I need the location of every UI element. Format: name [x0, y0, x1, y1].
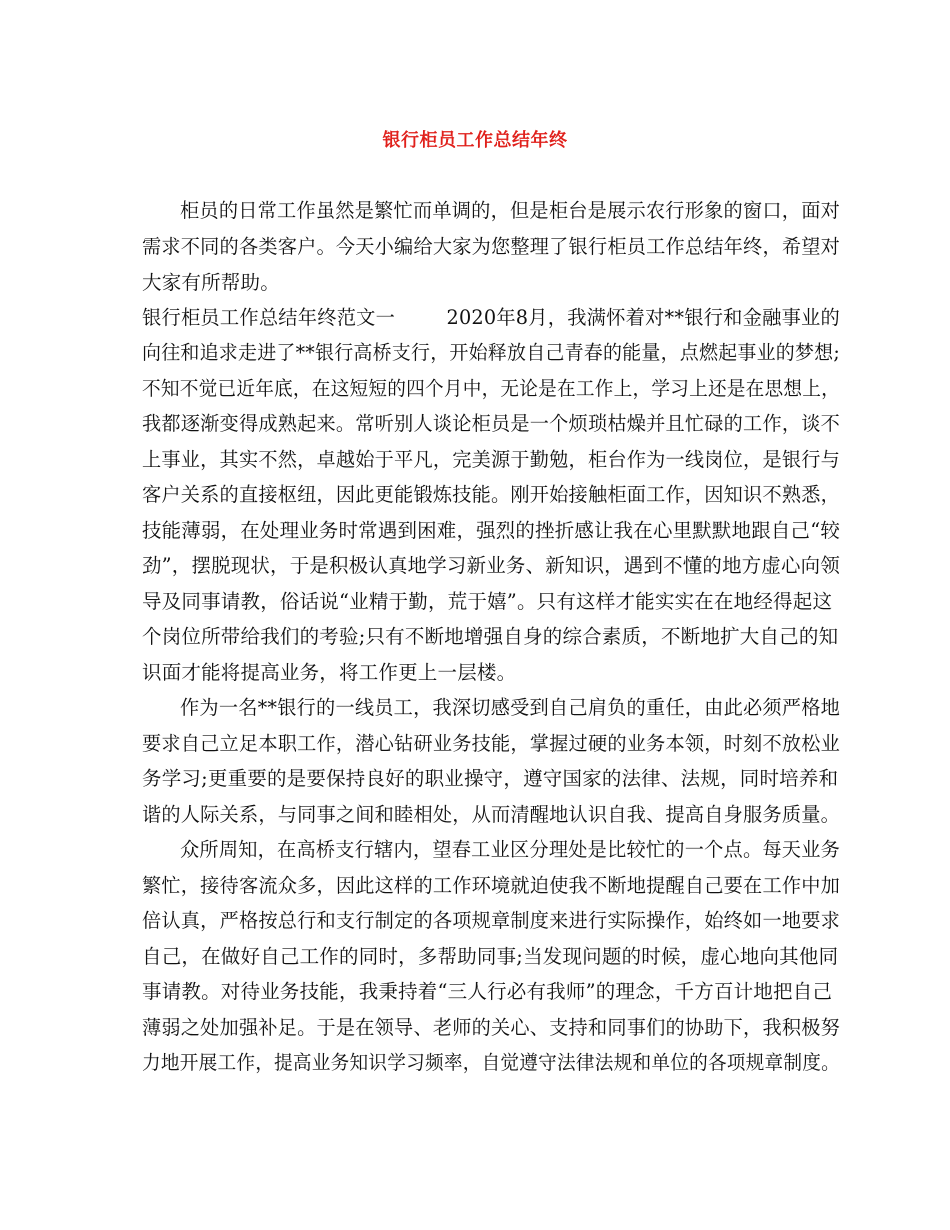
paragraph-line: 我都逐渐变得成熟起来。常听别人谈论柜员是一个烦琐枯燥并且忙碌的工作，谈不 [142, 412, 840, 435]
paragraph-line: 自己，在做好自己工作的同时，多帮助同事;当发现问题的时候，虚心地向其他同 [142, 945, 839, 968]
paragraph-line: 事请教。对待业务技能，我秉持着“三人行必有我师”的理念，千方百计地把自己 [142, 980, 833, 1003]
paragraph-line: 众所周知，在高桥支行辖内，望春工业区分理处是比较忙的一个点。每天业务 [180, 838, 841, 861]
paragraph-line: 2020年8月，我满怀着对**银行和金融事业的 [446, 306, 840, 329]
paragraph-line: 不知不觉已近年底，在这短短的四个月中，无论是在工作上，学习上还是在思想上， [142, 377, 841, 400]
paragraph-line: 上事业，其实不然，卓越始于平凡，完美源于勤勉，柜台作为一线岗位，是银行与 [142, 448, 840, 471]
paragraph-line: 倍认真，严格按总行和支行制定的各项规章制度来进行实际操作，始终如一地要求 [142, 909, 840, 932]
paragraph-line: 务学习;更重要的是要保持良好的职业操守，遵守国家的法律、法规，同时培养和 [142, 767, 839, 790]
paragraph-line: 作为一名**银行的一线员工，我深切感受到自己肩负的重任，由此必须严格地 [180, 696, 841, 719]
paragraph-line: 大家有所帮助。 [142, 271, 280, 294]
paragraph-line: 力地开展工作，提高业务知识学习频率，自觉遵守法律法规和单位的各项规章制度。 [142, 1051, 841, 1074]
paragraph-line: 识面才能将提高业务，将工作更上一层楼。 [142, 661, 517, 684]
paragraph-line: 柜员的日常工作虽然是繁忙而单调的，但是柜台是展示农行形象的窗口，面对 [180, 199, 841, 222]
paragraph-line: 客户关系的直接枢纽，因此更能锻炼技能。刚开始接触柜面工作，因知识不熟悉， [142, 483, 840, 506]
paragraph-line: 向往和追求走进了**银行高桥支行，开始释放自己青春的能量，点燃起事业的梦想; [142, 341, 840, 364]
paragraph-line: 技能薄弱，在处理业务时常遇到困难，强烈的挫折感让我在心里默默地跟自己“较 [142, 519, 840, 542]
paragraph-line: 要求自己立足本职工作，潜心钻研业务技能，掌握过硬的业务本领，时刻不放松业 [142, 732, 840, 755]
section-heading: 银行柜员工作总结年终范文一 [142, 306, 396, 329]
paragraph-line: 薄弱之处加强补足。于是在领导、老师的关心、支持和同事们的协助下，我积极努 [142, 1016, 840, 1039]
section-heading-line [142, 303, 840, 333]
paragraph-line: 繁忙，接待客流众多，因此这样的工作环境就迫使我不断地提醒自己要在工作中加 [142, 874, 840, 897]
paragraph-line: 个岗位所带给我们的考验;只有不断地增强自身的综合素质，不断地扩大自己的知 [142, 625, 839, 648]
paragraph-line: 劲”，摆脱现状，于是积极认真地学习新业务、新知识，遇到不懂的地方虚心向领 [142, 554, 840, 577]
paragraph-line: 需求不同的各类客户。今天小编给大家为您整理了银行柜员工作总结年终，希望对 [142, 235, 840, 258]
document-title: 银行柜员工作总结年终 [382, 130, 568, 151]
paragraph-line: 导及同事请教，俗话说“业精于勤，荒于嬉”。只有这样才能实实在在地经得起这 [142, 590, 833, 613]
paragraph-line: 谐的人际关系，与同事之间和睦相处，从而清醒地认识自我、提高自身服务质量。 [142, 803, 840, 826]
